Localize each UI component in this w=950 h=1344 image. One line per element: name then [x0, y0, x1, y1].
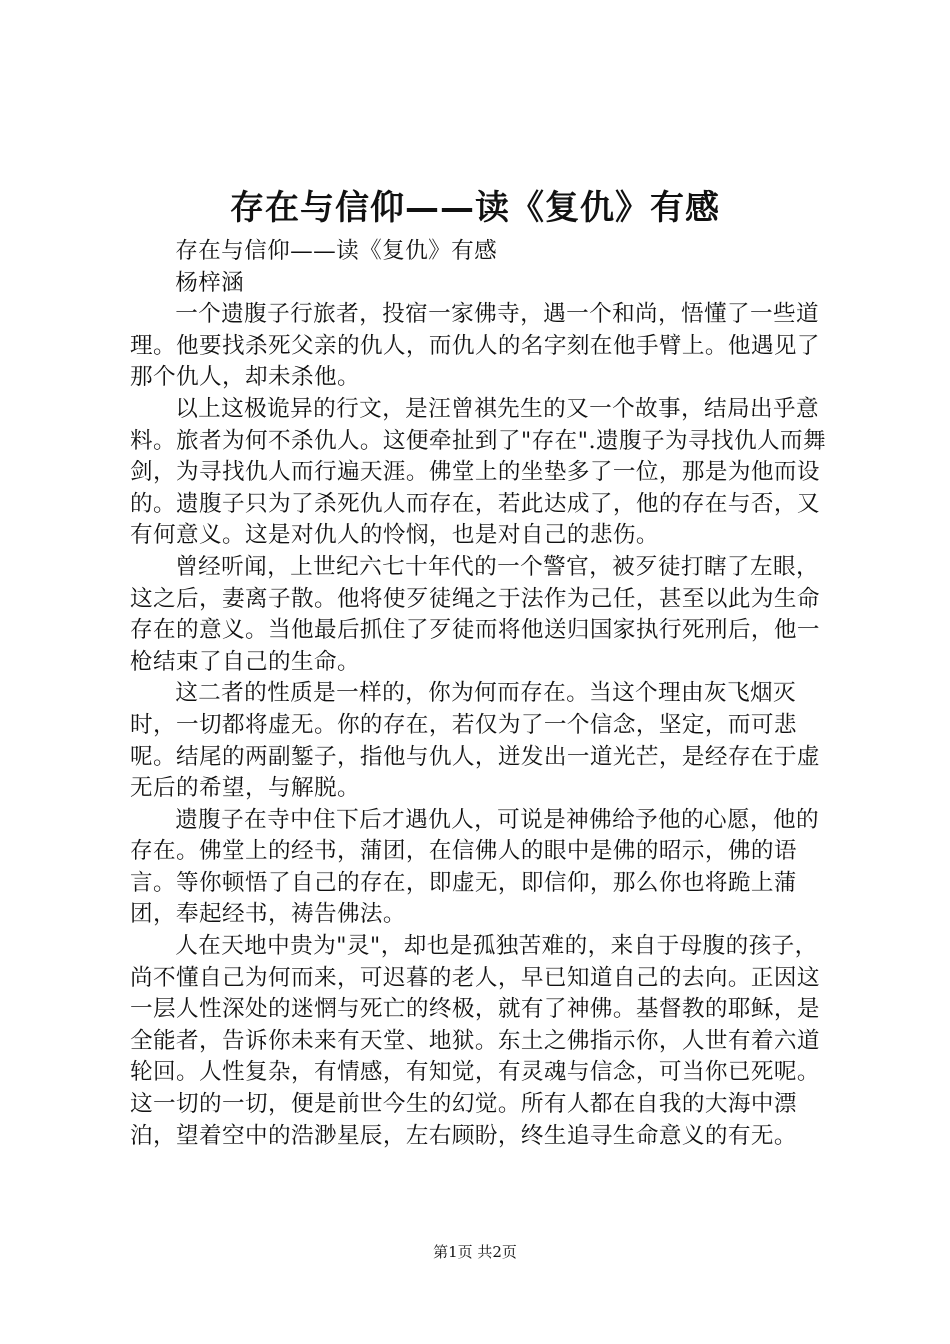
body-paragraph: 一个遗腹子行旅者，投宿一家佛寺，遇一个和尚，悟懂了一些道理。他要找杀死父亲的仇人，而仇人的名字刻在他手臂上。他遇见了那个仇人，却未杀他。: [130, 301, 820, 391]
body-paragraph: 以上这极诡异的行文，是汪曾祺先生的又一个故事，结局出乎意料。旅者为何不杀仇人。这便牵扯到了"存在".遗腹子为寻找仇人而舞剑，为寻找仇人而行遍天涯。佛堂上的坐垫多了一位，那是为他而设的。遗腹子只为了杀死仇人而存在，若此达成了，他的存在与否，又有何意义。这是对仇人的怜悯，也是对自己的悲伤。: [130, 395, 826, 549]
body-paragraph: 曾经听闻，上世纪六七十年代的一个警官，被歹徒打瞎了左眼，这之后，妻离子散。他将使歹徒绳之于法作为己任，甚至以此为生命存在的意义。当他最后抓住了歹徒而将他送归国家执行死刑后，他一枪结束了自己的生命。: [130, 553, 820, 675]
subtitle-paragraph: 存在与信仰——读《复仇》有感: [175, 238, 498, 264]
body-paragraph: 人在天地中贵为"灵"，却也是孤独苦难的，来自于母腹的孩子，尚不懂自己为何而来，可迟暮的老人，早已知道自己的去向。正因这一层人性深处的迷惘与死亡的终极，就有了神佛。基督教的耶稣，是全能者，告诉你未来有天堂、地狱。东土之佛指示你，人世有着六道轮回。人性复杂，有情感，有知觉，有灵魂与信念，可当你已死呢。这一切的一切，便是前世今生的幻觉。所有人都在自我的大海中漂泊，望着空中的浩渺星辰，左右顾盼，终生追寻生命意义的有无。: [130, 933, 820, 1149]
page-number-footer: 第1页 共2页: [433, 1243, 517, 1261]
author-paragraph: 杨梓涵: [175, 269, 245, 296]
document-body: [130, 236, 835, 1152]
document-title: 存在与信仰——读《复仇》有感: [230, 188, 720, 228]
body-paragraph: 遗腹子在寺中住下后才遇仇人，可说是神佛给予他的心愿，他的存在。佛堂上的经书，蒲团，在信佛人的眼中是佛的昭示，佛的语言。等你顿悟了自己的存在，即虚无，即信仰，那么你也将跪上蒲团，奉起经书，祷告佛法。: [130, 806, 820, 928]
body-paragraph: 这二者的性质是一样的，你为何而存在。当这个理由灰飞烟灭时，一切都将虚无。你的存在，若仅为了一个信念，坚定，而可悲呢。结尾的两副錾子，指他与仇人，迸发出一道光芒，是经存在于虚无后的希望，与解脱。: [130, 680, 820, 802]
